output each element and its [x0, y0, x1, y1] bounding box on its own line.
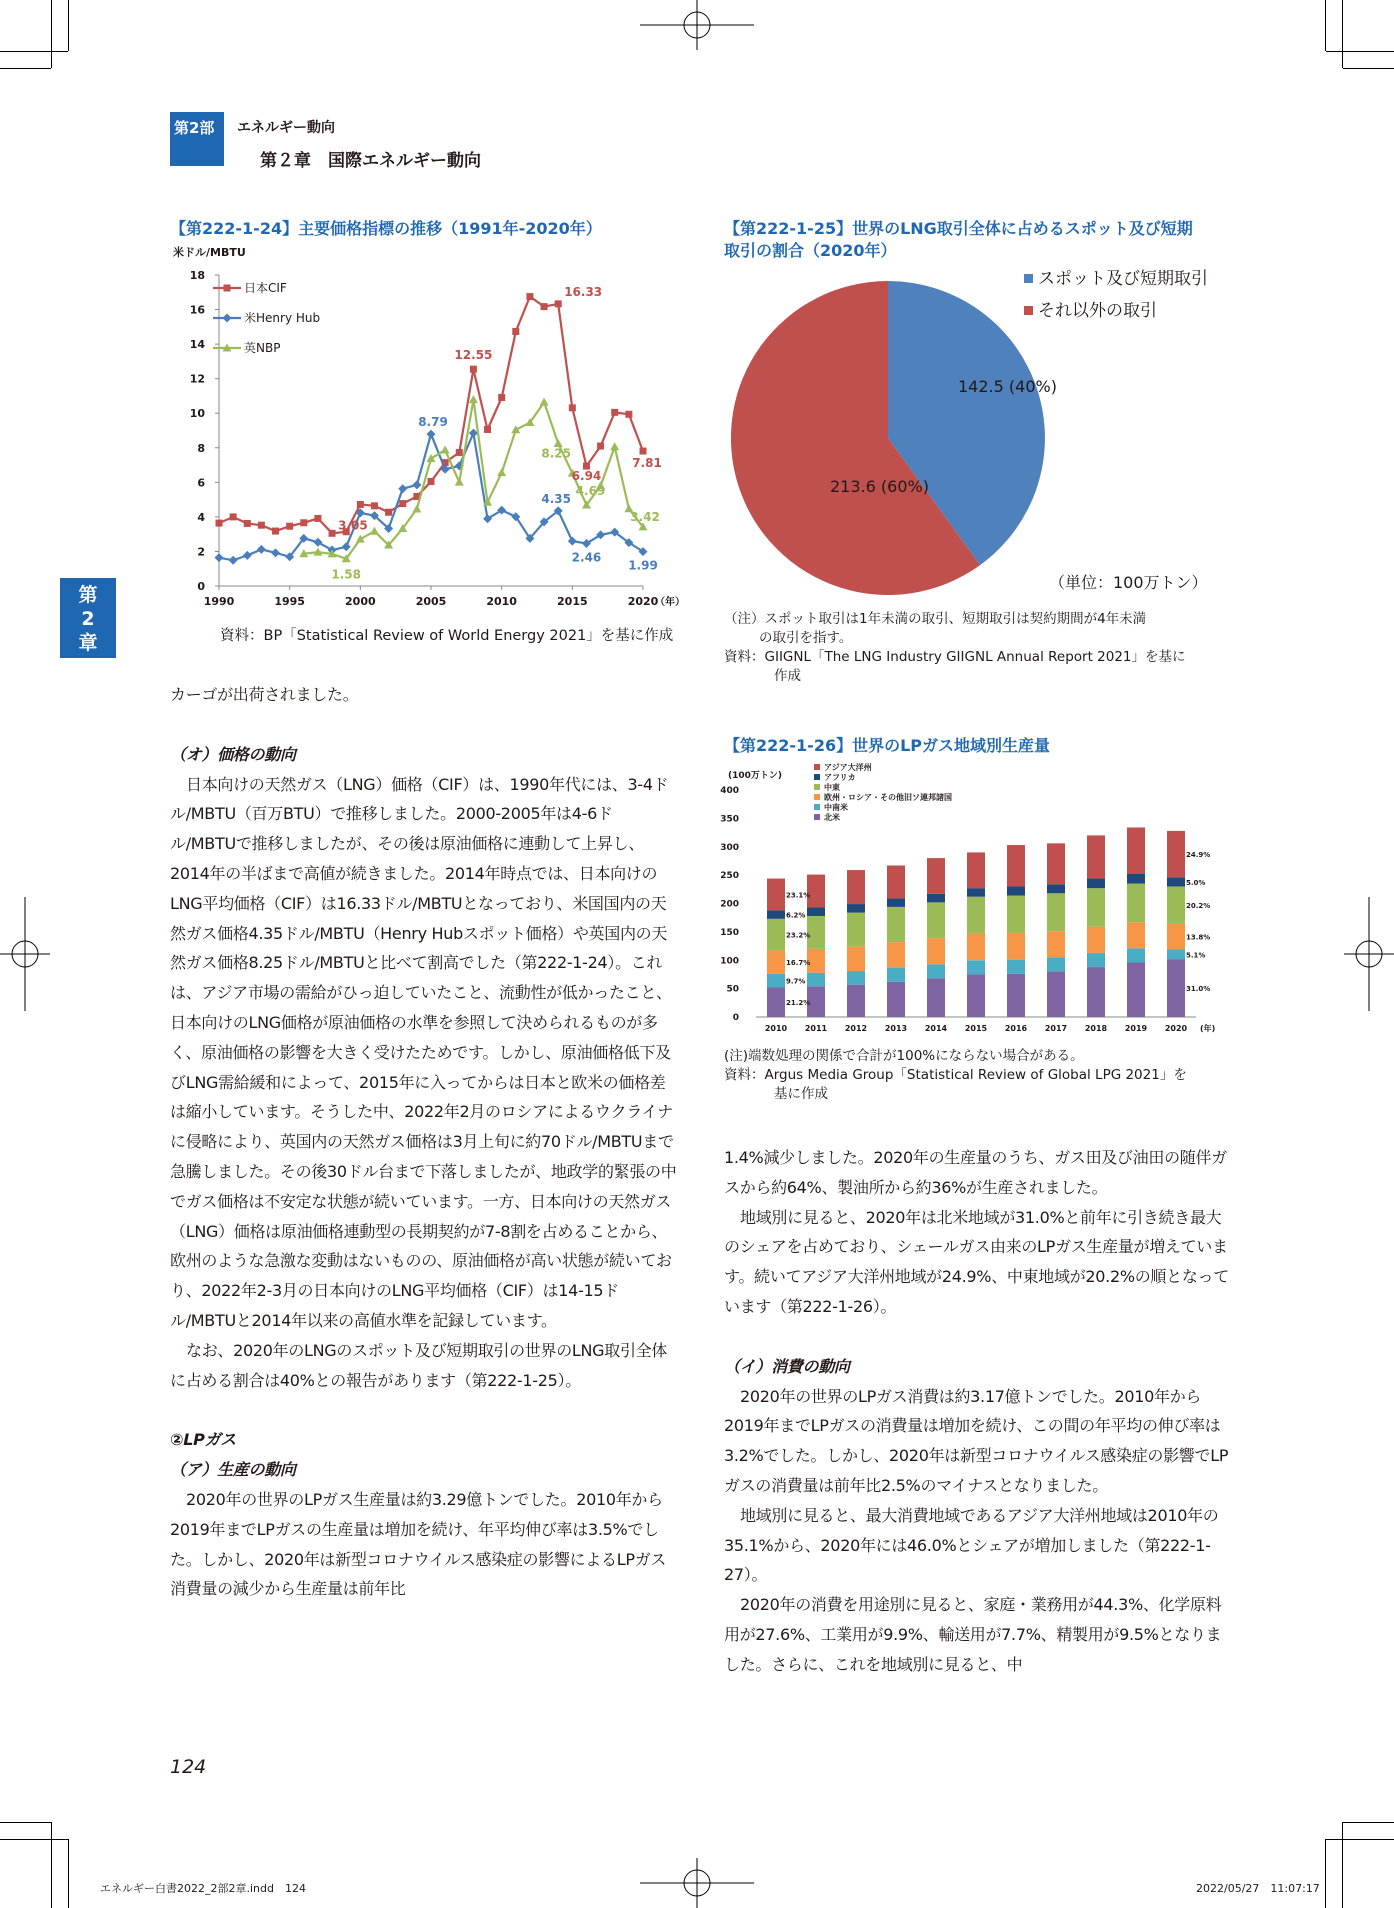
- bar-segment: [887, 982, 905, 1017]
- series-0-point: [484, 426, 491, 433]
- fig26-source-line2: 基に作成: [774, 1086, 828, 1102]
- legend-swatch: [1024, 306, 1033, 315]
- heading-price-trend: （オ）価格の動向: [170, 744, 296, 764]
- bar-percent-label: 21.2%: [786, 999, 811, 1008]
- bar-segment: [887, 865, 905, 898]
- legend-swatch: [814, 764, 820, 770]
- data-label: 16.33: [564, 284, 603, 299]
- bar-segment: [767, 910, 785, 919]
- paragraph: 地域別に見ると、最大消費地域であるアジア大洋州地域は2010年の35.1%から、2020年には46.0%とシェアが増加しました（第222-1-27）。: [724, 1505, 1219, 1585]
- right-column-text: [724, 1143, 1231, 1680]
- fig25-note-line2: の取引を指す。: [759, 630, 853, 646]
- bar-segment: [887, 968, 905, 982]
- bar-percent-label: 20.2%: [1186, 902, 1211, 911]
- legend-swatch: [1024, 274, 1033, 283]
- bar-segment: [1167, 886, 1185, 923]
- legend-marker: [224, 285, 231, 292]
- series-0-point: [456, 449, 463, 456]
- x-axis-suffix: (年): [1200, 1024, 1216, 1033]
- bar-segment: [1007, 896, 1025, 933]
- bar-segment: [887, 907, 905, 942]
- legend-label: 中東: [824, 783, 840, 792]
- data-label: 3.05: [338, 518, 368, 533]
- bar-segment: [967, 888, 985, 897]
- fig24-title: 【第222-1-24】主要価格指標の推移（1991年-2020年）: [170, 219, 602, 238]
- y-tick-label: 2: [197, 545, 205, 559]
- legend-label: スポット及び短期取引: [1038, 269, 1208, 289]
- bar-segment: [1007, 960, 1025, 974]
- bar-segment: [927, 902, 945, 938]
- series-0-point: [569, 404, 576, 411]
- bar-segment: [967, 934, 985, 961]
- x-tick-label: 2015: [557, 595, 588, 608]
- chapter-title: 第２章 国際エネルギー動向: [260, 151, 481, 171]
- series-1-point: [568, 537, 577, 546]
- bar-percent-label: 31.0%: [1186, 985, 1211, 994]
- bar-segment: [1167, 959, 1185, 1017]
- pie-slice-label: 142.5 (40%): [958, 377, 1057, 396]
- bar-segment: [1087, 927, 1105, 953]
- series-0-point: [625, 411, 632, 418]
- series-0-point: [371, 502, 378, 509]
- legend-label: 英NBP: [244, 341, 281, 355]
- series-1-point: [243, 551, 252, 560]
- fig26-title: 【第222-1-26】世界のLPガス地域別生産量: [724, 736, 1051, 755]
- y-tick-label: 350: [720, 814, 739, 825]
- bar-percent-label: 6.2%: [786, 911, 806, 920]
- bar-segment: [767, 951, 785, 974]
- data-label: 3.42: [630, 509, 660, 524]
- x-tick-label: 1995: [274, 595, 305, 608]
- bar-segment: [1047, 893, 1065, 931]
- series-0-point: [555, 300, 562, 307]
- series-1-point: [412, 480, 421, 489]
- bar-segment: [1167, 949, 1185, 959]
- y-tick-label: 14: [189, 338, 205, 352]
- series-0-point: [640, 448, 647, 455]
- bar-segment: [1047, 972, 1065, 1017]
- bar-segment: [767, 879, 785, 911]
- bar-percent-label: 23.1%: [786, 891, 811, 900]
- bar-segment: [1087, 879, 1105, 889]
- footer-timestamp: 2022/05/27 11:07:17: [1196, 1882, 1320, 1895]
- bar-segment: [1127, 922, 1145, 948]
- bar-percent-label: 13.8%: [1186, 933, 1211, 942]
- bar-segment: [967, 897, 985, 934]
- series-2-point: [412, 504, 421, 512]
- fig24-source: 資料：BP「Statistical Review of World Energy 2021」を基に作成: [220, 628, 674, 644]
- bar-segment: [1127, 948, 1145, 962]
- series-2-point: [370, 527, 379, 535]
- series-1-point: [271, 548, 280, 557]
- fig26-notes: [724, 1047, 1187, 1104]
- bar-segment: [1007, 886, 1025, 895]
- series-2-point: [356, 535, 365, 543]
- series-0-point: [498, 394, 505, 401]
- legend-label: それ以外の取引: [1038, 301, 1157, 321]
- paragraph: カーゴが出荷されました。: [170, 685, 359, 704]
- series-2-point: [497, 468, 506, 476]
- series-2-point: [427, 454, 436, 462]
- data-label: 8.79: [418, 415, 448, 430]
- data-label: 2.46: [571, 550, 602, 565]
- paragraph: 地域別に見ると、2020年は北米地域が31.0%と前年に引き続き最大のシェアを占めており、シェールガス由来のLPガス生産量が増えています。続いてアジア大洋州地域が24.9%、中東地域が20.2%の順となっています（第222-1-26）。: [724, 1207, 1229, 1316]
- y-tick-label: 0: [197, 580, 205, 593]
- bar-segment: [927, 964, 945, 978]
- y-tick-label: 4: [197, 510, 205, 524]
- bar-segment: [927, 978, 945, 1017]
- x-tick-label: 2018: [1084, 1024, 1108, 1033]
- x-tick-label: 2013: [884, 1024, 908, 1033]
- x-tick-label: 2011: [804, 1024, 828, 1033]
- bar-segment: [1127, 884, 1145, 923]
- series-2-point: [610, 442, 619, 450]
- heading-production-trend: （ア）生産の動向: [170, 1460, 296, 1480]
- y-tick-label: 150: [720, 927, 739, 938]
- paragraph: 日本向けの天然ガス（LNG）価格（CIF）は、1990年代には、3-4ドル/MBTU（百万BTU）で推移しました。2000-2005年は4-6ドル/MBTUで推移しましたが、その後は原油価格に連動して上昇し、2014年の半ばまで高値が続きました。2014年時点では、日本向けのLNG平均価格（CIF）は16.33ドル/MBTUとなっており、米国国内の天然ガス価格4.35ドル/MBTU（Henry Hubスポット価格）や英国内の天然ガス価格8.25ドル/MBTUと比べて割高でした（第222-1-24）。これは、アジア市場の需給がひっ迫していたこと、流動性が低かったこと、日本向けのLNG価格が原油価格の水準を参照して決められるものが多く、原油価格の影響を大きく受けたためです。しかし、原油価格低下及びLNG需給緩和によって、2015年に入ってからは日本と欧米の価格差は縮小しています。そうした中、2022年2月のロシアによるウクライナに侵略により、英国内の天然ガス価格は3月上旬に約70ドル/MBTUまで急騰しました。その後30ドル台まで下落しましたが、地政学的緊張の中でガス価格は不安定な状態が続いています。一方、日本向けの天然ガス（LNG）価格は原油価格連動型の長期契約が7-8割を占めることから、欧州のような急激な変動はないものの、原油価格が高い状態が続いており、2022年2-3月の日本向けのLNG平均価格（CIF）は14-15ドル/MBTUと2014年以来の高値水準を記録しています。: [170, 774, 677, 1330]
- series-2-point: [540, 398, 549, 406]
- data-label: 4.69: [575, 483, 606, 498]
- bar-segment: [847, 985, 865, 1017]
- series-2-point: [441, 446, 450, 454]
- x-tick-label: 2010: [764, 1024, 788, 1033]
- series-0-point: [470, 366, 477, 373]
- data-label: 7.81: [632, 456, 662, 471]
- series-1-point: [342, 542, 351, 551]
- data-label: 12.55: [454, 348, 493, 363]
- series-0-point: [244, 520, 251, 527]
- footer-file-info: エネルギー白書2022_2部2章.indd 124: [100, 1882, 306, 1895]
- series-0-point: [541, 303, 548, 310]
- paragraph: なお、2020年のLNGのスポット及び短期取引の世界のLNG取引全体に占める割合は40%との報告があります（第222-1-25）。: [170, 1340, 668, 1390]
- bar-segment: [847, 913, 865, 947]
- bar-segment: [1047, 931, 1065, 957]
- fig26-note: (注)端数処理の関係で合計が100%にならない場合がある。: [724, 1048, 1084, 1064]
- x-tick-label: 2010: [486, 595, 517, 608]
- fig25-title-line2: 取引の割合（2020年）: [724, 241, 897, 260]
- y-tick-label: 8: [197, 441, 205, 455]
- series-1-point: [257, 545, 266, 554]
- page-number: 124: [170, 1756, 207, 1778]
- bar-percent-label: 9.7%: [786, 977, 806, 986]
- series-0-point: [272, 528, 279, 535]
- series-1-point: [229, 556, 238, 565]
- series-0-point: [512, 328, 519, 335]
- bar-segment: [887, 898, 905, 907]
- x-tick-label: 2019: [1124, 1024, 1148, 1033]
- legend-swatch: [814, 794, 820, 800]
- y-tick-label: 400: [720, 786, 739, 796]
- bar-segment: [1127, 827, 1145, 874]
- y-tick-label: 200: [720, 899, 739, 910]
- legend-label: 中南米: [824, 803, 848, 812]
- fig24-unit: 米ドル/MBTU: [173, 246, 246, 259]
- bar-segment: [1127, 963, 1145, 1017]
- bar-segment: [927, 894, 945, 903]
- y-tick-label: 6: [197, 476, 205, 490]
- paragraph: 2020年の世界のLPガス生産量は約3.29億トンでした。2010年から2019年までLPガスの生産量は増加を続け、年平均伸び率は3.5%でした。しかし、2020年は新型コロナウイルス感染症の影響によるLPガス消費量の減少から生産量は前年比: [170, 1489, 667, 1599]
- bar-segment: [1167, 831, 1185, 878]
- pie-slice-label: 213.6 (60%): [830, 477, 929, 496]
- bar-segment: [1127, 874, 1145, 884]
- x-tick-label: 2012: [844, 1024, 868, 1033]
- series-0-point: [399, 500, 406, 507]
- data-label: 8.25: [541, 446, 572, 461]
- bar-segment: [1087, 967, 1105, 1017]
- bar-segment: [1087, 835, 1105, 878]
- series-2-point: [469, 395, 478, 403]
- bar-segment: [967, 974, 985, 1017]
- y-tick-label: 10: [189, 407, 205, 421]
- x-tick-label: 1990: [203, 595, 235, 608]
- bar-segment: [1007, 974, 1025, 1017]
- y-tick-label: 50: [726, 984, 739, 995]
- series-0-point: [385, 509, 392, 516]
- series-1-point: [427, 430, 436, 439]
- legend-marker: [223, 314, 232, 323]
- bar-segment: [807, 907, 825, 916]
- legend-swatch: [814, 774, 820, 780]
- y-tick-label: 250: [720, 871, 739, 882]
- legend-swatch: [814, 804, 820, 810]
- y-tick-label: 12: [189, 372, 205, 386]
- legend-swatch: [814, 814, 820, 820]
- bar-segment: [1007, 933, 1025, 960]
- data-label: 6.94: [571, 469, 602, 484]
- y-tick-label: 16: [189, 303, 205, 317]
- x-tick-label: 2014: [924, 1024, 948, 1033]
- part-title: エネルギー動向: [237, 120, 335, 136]
- bar-segment: [967, 960, 985, 974]
- paragraph: 2020年の消費を用途別に見ると、家庭・業務用が44.3%、化学原料用が27.6%、工業用が9.9%、輸送用が7.7%、精製用が9.5%となりました。さらに、これを地域別に見ると、中: [724, 1595, 1222, 1674]
- bar-percent-label: 5.0%: [1186, 878, 1206, 887]
- series-0-point: [216, 520, 223, 527]
- fig26-source-line1: 資料：Argus Media Group「Statistical Review of Global LPG 2021」を: [724, 1067, 1187, 1083]
- legend-label: 米Henry Hub: [244, 311, 321, 325]
- paragraph: 1.4%減少しました。2020年の生産量のうち、ガス田及び油田の随伴ガスから約64%、製油所から約36%が生産されました。: [724, 1148, 1227, 1197]
- legend-label: 欧州・ロシア・その他旧ソ連邦諸国: [824, 793, 952, 802]
- x-tick-label: 2016: [1004, 1024, 1028, 1033]
- bar-segment: [927, 938, 945, 964]
- x-tick-label: 2020: [627, 595, 659, 608]
- bar-segment: [767, 974, 785, 988]
- data-label: 1.58: [331, 567, 362, 582]
- series-0-point: [357, 501, 364, 508]
- bar-percent-label: 5.1%: [1186, 951, 1206, 960]
- bar-segment: [847, 971, 865, 985]
- bar-percent-label: 23.2%: [786, 931, 811, 940]
- legend-swatch: [814, 784, 820, 790]
- bar-segment: [967, 852, 985, 888]
- series-2-point: [455, 478, 464, 486]
- bar-segment: [1087, 888, 1105, 927]
- legend-label: アジア大洋州: [824, 763, 872, 772]
- bar-segment: [767, 987, 785, 1017]
- fig25-title-line1: 【第222-1-25】世界のLNG取引全体に占めるスポット及び短期: [724, 219, 1193, 238]
- series-0-point: [258, 522, 265, 529]
- y-tick-label: 300: [720, 842, 739, 853]
- heading-lpg: ②LPガス: [170, 1430, 236, 1450]
- x-tick-label: 2005: [415, 595, 447, 608]
- bar-segment: [927, 858, 945, 894]
- bar-segment: [1047, 957, 1065, 971]
- series-1-point: [215, 553, 224, 562]
- pie-unit-label: （単位：100万トン）: [1049, 573, 1208, 592]
- fig25-pie-chart: [724, 262, 1234, 602]
- bar-segment: [1087, 953, 1105, 967]
- fig25-source-line1: 資料：GIIGNL「The LNG Industry GIIGNL Annual Report 2021」を基に: [724, 649, 1186, 665]
- data-label: 1.99: [628, 558, 658, 573]
- bar-segment: [1007, 845, 1025, 886]
- series-1-point: [313, 538, 322, 547]
- series-0-point: [329, 530, 336, 537]
- fig25-source-line2: 作成: [774, 668, 801, 684]
- fig25-note-line1: （注）スポット取引は1年未満の取引、短期取引は契約期間が4年未満: [724, 611, 1147, 627]
- series-0-point: [611, 409, 618, 416]
- bar-segment: [767, 919, 785, 951]
- fig26-stacked-bar-chart: [720, 760, 1234, 1045]
- bar-segment: [847, 904, 865, 913]
- legend-label: アフリカ: [824, 773, 856, 782]
- x-tick-label: 2017: [1044, 1024, 1068, 1033]
- series-0-point: [597, 443, 604, 450]
- bar-percent-label: 24.9%: [1186, 851, 1211, 860]
- fig25-note: [724, 610, 1186, 686]
- bar-segment: [807, 973, 825, 987]
- fig24-line-chart: [170, 258, 685, 618]
- legend-label: 日本CIF: [244, 281, 287, 295]
- bar-segment: [1167, 877, 1185, 886]
- y-axis-unit: (100万トン): [728, 771, 783, 781]
- paragraph: 2020年の世界のLPガス消費は約3.17億トンでした。2010年から2019年までLPガスの消費量は増加を続け、この間の年平均の伸び率は3.2%でした。しかし、2020年は新型コロナウイルス感染症の影響でLPガスの消費量は前年比2.5%のマイナスとなりました。: [724, 1386, 1229, 1495]
- x-tick-label: 2015: [964, 1024, 988, 1033]
- data-label: 4.35: [541, 491, 572, 506]
- series-0-point: [300, 519, 307, 526]
- chapter-side-tab: 第 2 章: [60, 578, 116, 658]
- series-0-point: [428, 478, 435, 485]
- heading-consumption-trend: （イ）消費の動向: [724, 1356, 850, 1376]
- bar-segment: [1047, 884, 1065, 893]
- x-tick-label: 2020: [1164, 1024, 1188, 1033]
- x-axis-suffix: （年）: [655, 597, 685, 608]
- legend-label: 北米: [824, 813, 840, 822]
- part-badge: 第2部: [170, 112, 224, 166]
- series-0-point: [286, 523, 293, 530]
- series-0-point: [526, 293, 533, 300]
- left-column-text: [170, 680, 677, 1604]
- bar-percent-label: 16.7%: [786, 959, 811, 968]
- bar-segment: [887, 942, 905, 968]
- series-1-point: [398, 484, 407, 493]
- y-tick-label: 0: [732, 1013, 739, 1023]
- bar-segment: [1167, 924, 1185, 950]
- bar-segment: [847, 947, 865, 971]
- series-0-point: [314, 515, 321, 522]
- x-tick-label: 2000: [345, 595, 376, 608]
- bar-segment: [847, 870, 865, 904]
- bar-segment: [1047, 843, 1065, 884]
- series-0-point: [230, 513, 237, 520]
- y-tick-label: 18: [189, 269, 205, 282]
- y-tick-label: 100: [720, 956, 739, 967]
